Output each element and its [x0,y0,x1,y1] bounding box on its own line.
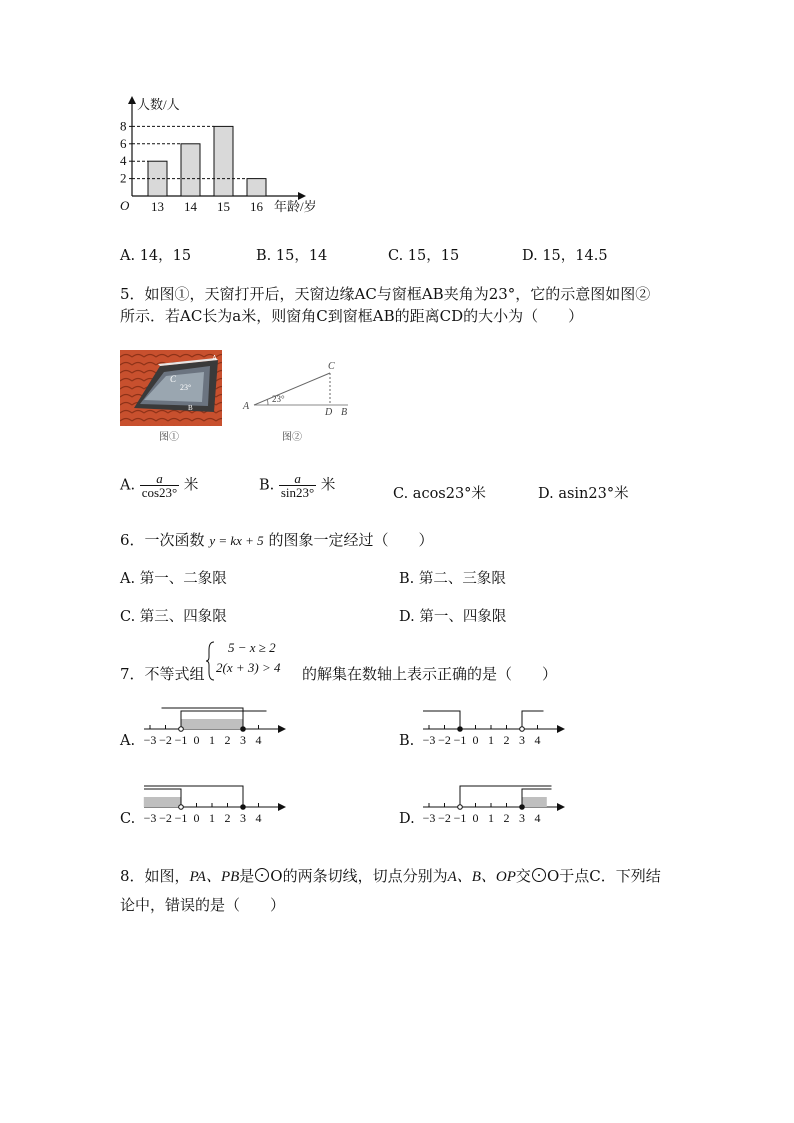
tick-label: 0 [193,811,200,825]
number-line-c [140,778,290,826]
svg-text:C: C [170,374,177,384]
stem-text: O于点C．下列结 [546,867,661,885]
stem-prefix: 8．如图， [120,867,190,885]
q4-option-a[interactable] [120,244,191,265]
option-label: D. [522,248,538,264]
fraction [279,472,316,499]
number-line-d [419,778,569,826]
skylight-photo [120,350,222,426]
option-label: B. [259,477,275,494]
tick-label: 3 [240,811,246,825]
open-endpoint [458,805,463,810]
option-text: 15，14.5 [542,248,608,264]
point-d-label: D [325,407,333,418]
inequality-2: 2(x + 3) > 4 [216,660,281,675]
circle-o-icon [532,868,546,882]
inequality-brace [206,640,216,682]
svg-text:B: B [188,404,193,412]
open-endpoint [179,805,184,810]
points: A、B、OP [447,869,516,885]
q6-option-c[interactable] [120,605,227,626]
option-text: asin23°米 [558,486,629,502]
figure-1-caption: 图① [159,432,179,443]
option-label: B. [256,248,272,264]
q5-option-d[interactable] [538,482,629,503]
open-endpoint [520,727,525,732]
option-text: 第一、二象限 [139,571,227,587]
q7-stem-prefix: 7．不等式组 [120,665,205,683]
tick-label: −3 [422,811,436,825]
q7-option-a-label[interactable]: A. [120,733,136,749]
tick-label: −3 [143,811,157,825]
open-endpoint [179,727,184,732]
x-axis-label: 年龄/岁 [274,199,317,214]
x-tick-label: 14 [184,199,197,214]
y-tick-label: 8 [120,118,127,134]
q8-stem-line2: 论中，错误的是（ ） [120,896,286,914]
svg-text:A: A [212,354,218,362]
q5-stem-line2: 所示．若AC长为a米，则窗角C到窗框AB的距离CD的大小为（ ） [120,307,584,325]
q5-option-b[interactable] [259,472,335,499]
tick-label: −2 [159,811,172,825]
q4-option-d[interactable] [522,244,608,265]
option-label: A. [120,477,136,494]
y-axis-arrow [128,96,136,104]
tick-label: 4 [255,811,262,825]
bracket-right [522,711,544,729]
circle-o-icon [255,868,269,882]
option-label: A. [120,248,136,264]
tick-label: 2 [224,733,231,747]
axis-arrow [278,803,286,811]
solution-shade [144,797,181,807]
tick-label: 0 [472,733,479,747]
tick-label: −1 [453,811,467,825]
tick-label: 2 [503,733,510,747]
q4-option-c[interactable] [388,244,459,265]
inequality-1: 5 − x ≥ 2 [228,640,276,655]
axis-arrow [557,725,565,733]
option-label: C. [393,486,409,502]
q7-option-b-label[interactable]: B. [399,733,415,749]
tick-label: −3 [422,733,436,747]
tick-label: −3 [143,733,157,747]
option-text: 第三、四象限 [139,609,227,625]
q5-option-c[interactable] [393,482,486,503]
axis-arrow [278,725,286,733]
option-text: 14，15 [139,248,192,264]
unit: 米 [320,477,336,494]
tick-label: 4 [255,733,262,747]
option-text: 15，15 [407,248,460,264]
number-line-a [140,700,290,748]
unit: 米 [183,477,199,494]
tick-label: 4 [534,733,541,747]
tick-label: 3 [240,733,246,747]
y-axis-label: 人数/人 [137,97,180,112]
tick-label: 2 [224,811,231,825]
number-line-b [419,700,569,748]
point-c-label: C [328,361,335,372]
denominator: sin23° [280,485,315,500]
function-formula: y = kx + 5 [209,533,264,548]
triangle-diagram [240,356,360,418]
q6-stem [120,529,433,550]
q6-option-d[interactable] [399,605,506,626]
tick-label: 2 [503,811,510,825]
q7-option-c-label[interactable]: C. [120,811,136,827]
q7-stem-suffix: 的解集在数轴上表示正确的是（ ） [302,665,558,683]
x-tick-label: 16 [250,199,263,214]
axis-arrow [557,803,565,811]
tick-label: −1 [453,733,467,747]
closed-endpoint [241,805,246,810]
bar [214,126,233,196]
svg-text:23°: 23° [180,383,192,392]
tick-label: −1 [174,811,188,825]
tangent-lines: PA、PB [189,869,240,885]
option-text: 15，14 [275,248,328,264]
option-label: C. [120,609,136,625]
stem-text: 交 [515,867,531,885]
option-label: D. [538,486,554,502]
y-tick-label: 6 [120,135,127,151]
tick-label: 1 [488,733,494,747]
tick-label: −1 [174,733,188,747]
numerator: a [156,471,163,486]
q5-stem-line1: 5．如图①，天窗打开后，天窗边缘AC与窗框AB夹角为23°，它的示意图如图② [120,285,651,303]
segment-ac [254,373,330,405]
q6-option-b[interactable] [399,567,506,588]
q5-option-a[interactable] [120,472,198,499]
solution-shade [522,797,547,807]
y-tick-label: 4 [120,153,127,169]
tick-label: 1 [209,811,215,825]
q4-option-b[interactable] [256,244,327,265]
option-label: D. [399,609,415,625]
option-label: B. [399,571,415,587]
y-tick-label: 2 [120,170,127,186]
stem-text: 是 [239,867,255,885]
tick-label: −2 [159,733,172,747]
tick-label: 1 [209,733,215,747]
tick-label: 4 [534,811,541,825]
x-tick-label: 15 [217,199,230,214]
denominator: cos23° [141,485,178,500]
option-text: 第一、四象限 [419,609,507,625]
tick-label: 3 [519,733,525,747]
point-a-label: A [243,401,250,412]
angle-arc [267,399,268,405]
fraction [140,472,180,499]
q7-option-d-label[interactable]: D. [399,811,415,827]
tick-label: 0 [193,733,200,747]
tick-label: −2 [438,811,451,825]
option-text: acos23°米 [412,486,486,502]
solution-shade [181,719,243,729]
option-text: 第二、三象限 [418,571,506,587]
q8-stem-line1 [120,865,661,886]
tick-label: 1 [488,811,494,825]
bar [247,179,266,196]
numerator: a [294,471,301,486]
closed-endpoint [458,727,463,732]
stem-suffix: 的图象一定经过（ ） [268,531,434,549]
option-label: C. [388,248,404,264]
stem-text: O的两条切线，切点分别为 [270,867,448,885]
age-bar-chart [110,92,340,222]
origin-label: O [120,198,130,213]
option-label: A. [120,571,136,587]
angle-label: 23° [272,394,285,404]
closed-endpoint [520,805,525,810]
figure-2-caption: 图② [282,432,302,443]
x-tick-label: 13 [151,199,164,214]
point-b-label: B [341,407,348,418]
stem-prefix: 6．一次函数 [120,531,205,549]
tick-label: −2 [438,733,451,747]
q6-option-a[interactable] [120,567,227,588]
tick-label: 3 [519,811,525,825]
tick-label: 0 [472,811,479,825]
closed-endpoint [241,727,246,732]
bar [181,144,200,196]
